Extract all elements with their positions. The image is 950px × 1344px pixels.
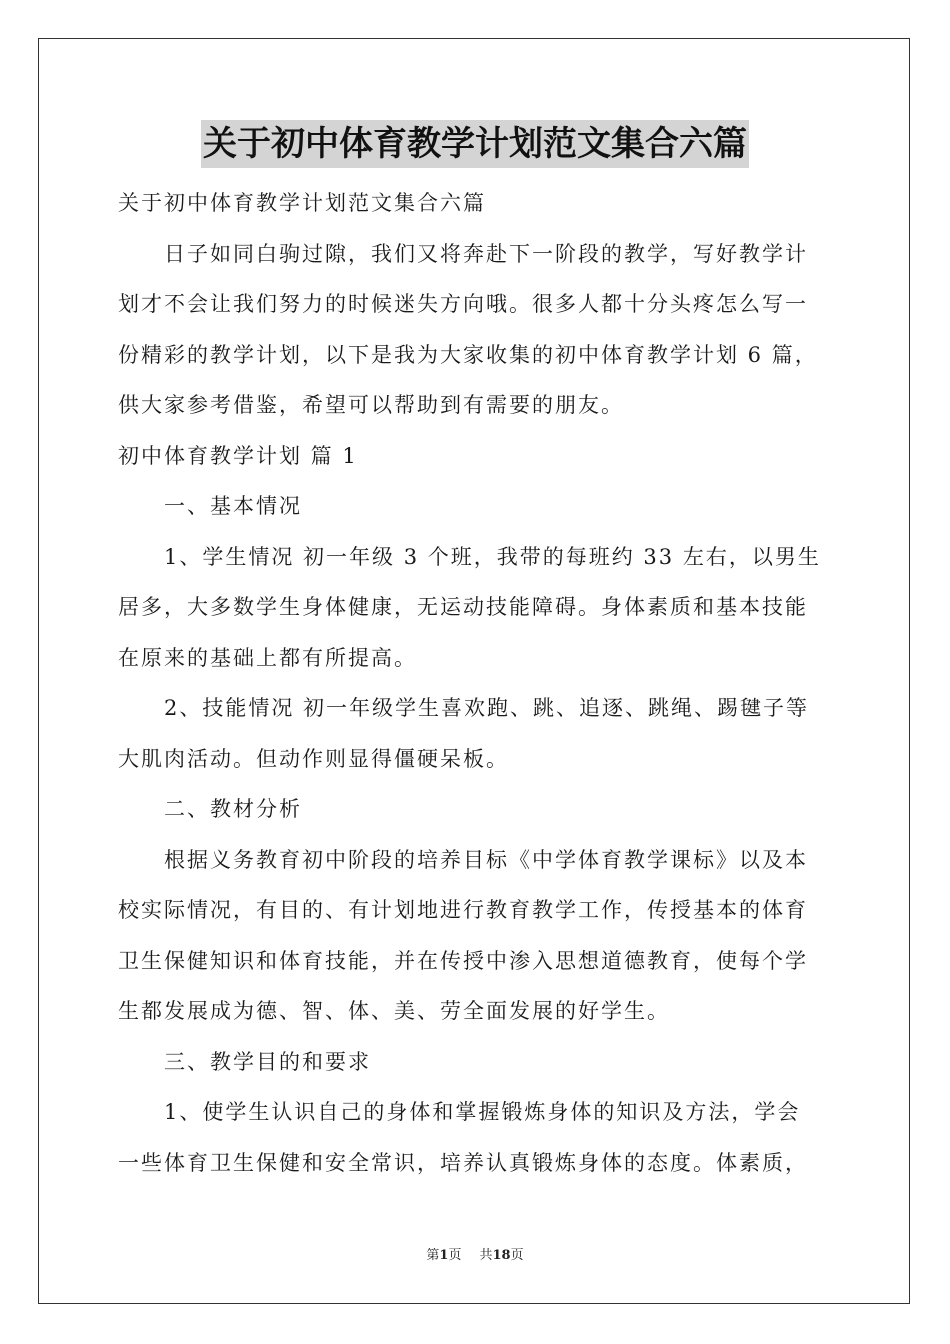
document-subtitle: 关于初中体育教学计划范文集合六篇 (118, 191, 486, 215)
heading-textbook-analysis (118, 784, 833, 835)
text-line: 1、使学生认识自己的身体和掌握锻炼身体的知识及方法，学会 (164, 1100, 801, 1124)
text-line: 2、技能情况 初一年级学生喜欢跑、跳、追逐、跳绳、踢毽子等 (164, 696, 810, 720)
total-prefix: 共 (479, 1248, 493, 1263)
page-total: 18 (492, 1248, 511, 1263)
document-body (118, 178, 833, 1188)
text-line: 初中体育教学计划 篇 1 (118, 443, 358, 468)
text-line: 居多，大多数学生身体健康，无运动技能障碍。身体素质和基本技能 (118, 595, 808, 619)
paragraph-textbook-analysis (118, 835, 833, 1037)
text-line: 1、学生情况 初一年级 3 个班，我带的每班约 33 左右，以男生 (164, 544, 821, 569)
section-heading-plan-1 (118, 431, 833, 482)
page-current: 1 (439, 1248, 449, 1263)
text-line: 日子如同白驹过隙，我们又将奔赴下一阶段的教学，写好教学计 (164, 241, 808, 266)
text-line: 二、教材分析 (164, 797, 302, 821)
page-suffix: 页 (448, 1248, 462, 1263)
text-line: 大肌肉活动。但动作则显得僵硬呆板。 (118, 746, 509, 771)
text-line: 在原来的基础上都有所提高。 (118, 645, 417, 670)
text-line: 划才不会让我们努力的时候迷失方向哦。很多人都十分头疼怎么写一 (118, 292, 808, 316)
text-line: 一些体育卫生保健和安全常识，培养认真锻炼身体的态度。体素质， (118, 1150, 808, 1175)
title-container (0, 120, 950, 168)
text-line: 校实际情况，有目的、有计划地进行教育教学工作，传授基本的体育 (118, 898, 808, 922)
page-footer (0, 1244, 950, 1263)
document-title: 关于初中体育教学计划范文集合六篇 (201, 120, 749, 168)
text-line: 卫生保健知识和体育技能，并在传授中渗入思想道德教育，使每个学 (118, 948, 808, 973)
text-line: 供大家参考借鉴，希望可以帮助到有需要的朋友。 (118, 393, 624, 417)
text-line: 一、基本情况 (164, 494, 302, 518)
heading-teaching-goals (118, 1037, 833, 1088)
paragraph-skill-situation (118, 683, 833, 784)
text-line: 份精彩的教学计划，以下是我为大家收集的初中体育教学计划 6 篇， (118, 342, 818, 367)
paragraph-intro (118, 229, 833, 431)
text-line: 生都发展成为德、智、体、美、劳全面发展的好学生。 (118, 999, 670, 1023)
paragraph-student-situation (118, 532, 833, 684)
page-prefix: 第 (426, 1248, 440, 1263)
paragraph-teaching-goals (118, 1087, 833, 1188)
total-suffix: 页 (510, 1248, 524, 1263)
text-line: 三、教学目的和要求 (164, 1049, 371, 1074)
heading-basic-situation (118, 481, 833, 532)
text-line: 根据义务教育初中阶段的培养目标《中学体育教学课标》以及本 (164, 847, 808, 872)
